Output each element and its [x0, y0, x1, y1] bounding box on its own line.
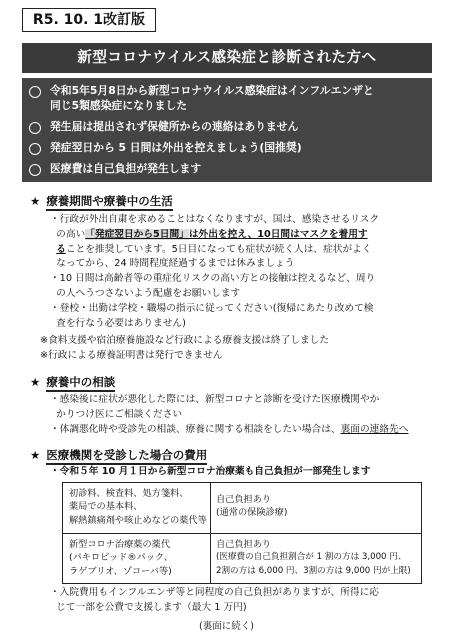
circle-bullet-icon [29, 86, 41, 98]
star-icon: ★ [30, 194, 41, 208]
text-line: ・体調悪化時や受診先の相談、療養に関する相談をしたい場合は、裏面の連絡先へ [50, 423, 409, 435]
text-line: ・入院費用もインフルエンザ等と同程度の自己負担がありますが、所得に応 [50, 587, 379, 598]
table-cell: 自己負担あり (通常の保険診療) [216, 494, 288, 519]
section-title: 医療機関を受診した場合の費用 [46, 448, 207, 465]
circle-bullet-icon [29, 143, 41, 155]
key-point-text: 同じ5類感染症になりました [50, 98, 188, 112]
table-cell: 初診料、検査料、処方箋料、 薬局での基本料、 解熱鎮痛剤や咳止めなどの薬代等 [69, 488, 207, 526]
section-heading [30, 373, 115, 391]
highlighted-text: 「発症翌日から5日間」 [85, 228, 189, 240]
text-line: ることを推奨しています。5日目になっても症状が続く人は、症状がよく [56, 243, 372, 255]
text-line: ・感染後に症状が悪化した際には、新型コロナと診断を受けた医療機関やか [50, 394, 380, 405]
text-line: の人へうつさないよう配慮をお願いします [56, 287, 241, 299]
text-line: じて一部を公費で支援します（最大 1 万円) [56, 601, 247, 613]
key-point-text: 医療費は自己負担が発生します [50, 162, 202, 175]
key-point-text: 令和5年5月8日から新型コロナウイルス感染症はインフルエンザと [50, 84, 374, 97]
note-text: ※食料支援や宿泊療養施設など行政による療養支援は終了しました [40, 335, 330, 346]
paragraph [50, 586, 445, 616]
text-line: かりつけ医にご相談ください [56, 408, 183, 420]
table-cell: 自己負担あり (医療費の自己負担割合が 1 割の方は 3,000 円、 2割の方は 6,000 円、3割の方は 9,000 円が上限) [216, 539, 411, 576]
cost-lead-text: ・令和５年 10 月１日から新型コロナ治療薬も自己負担が一部発生します [50, 466, 371, 477]
section-title: 療養期間や療養中の生活 [46, 194, 173, 211]
text-line: なってから、24 時間程度経過するまでは休みましょう [56, 258, 295, 270]
page-title: 新型コロナウイルス感染症と診断された方へ [22, 43, 432, 73]
key-point-text: 発生届は提出されず保健所からの連絡はありません [50, 120, 299, 133]
star-icon: ★ [30, 375, 41, 389]
key-point-text: 発症翌日から 5 日間は外出を控えましょう(国推奨) [50, 141, 302, 154]
notes [40, 334, 440, 364]
paragraph [50, 213, 445, 331]
emphasized-text: は外出を控え、10日間はマスクを着用す [188, 228, 368, 240]
text-line: ・行政が外出自粛を求めることはなくなりますが、国は、感染させるリスク [50, 214, 380, 225]
text-line: ・10 日間は高齢者等の重症化リスクの高い方との接触は控えるなど、周り [50, 273, 376, 285]
text-line: 査を行なう必要はありません) [56, 317, 186, 329]
text-line: ・登校・出勤は学校・職場の指示に従ってください(復帰にあたり改めて検 [50, 302, 374, 314]
circle-bullet-icon [29, 164, 41, 176]
paragraph [50, 393, 445, 437]
circle-bullet-icon [29, 122, 41, 134]
star-icon: ★ [30, 448, 41, 462]
table-cell: 新型コロナ治療薬の薬代 (パキロビッド®パック、 ラゲブリオ、ゾコーバ等) [69, 539, 173, 577]
note-text: ※行政による療養証明書は発行できません [40, 349, 223, 361]
text-line: の高い「発症翌日から5日間」は外出を控え、10日間はマスクを着用す [56, 228, 368, 240]
section-title: 療養中の相談 [46, 375, 115, 392]
back-page-contact-link[interactable]: 裏面の連絡先へ [340, 423, 409, 435]
table-row-divider [63, 533, 421, 534]
continued-note: (裏面に続く) [199, 621, 254, 632]
section-heading [30, 446, 207, 464]
key-points-panel [22, 78, 432, 182]
section-heading [30, 192, 173, 210]
cost-table [62, 482, 422, 584]
revision-label: R5. 10. 1改訂版 [22, 8, 156, 32]
